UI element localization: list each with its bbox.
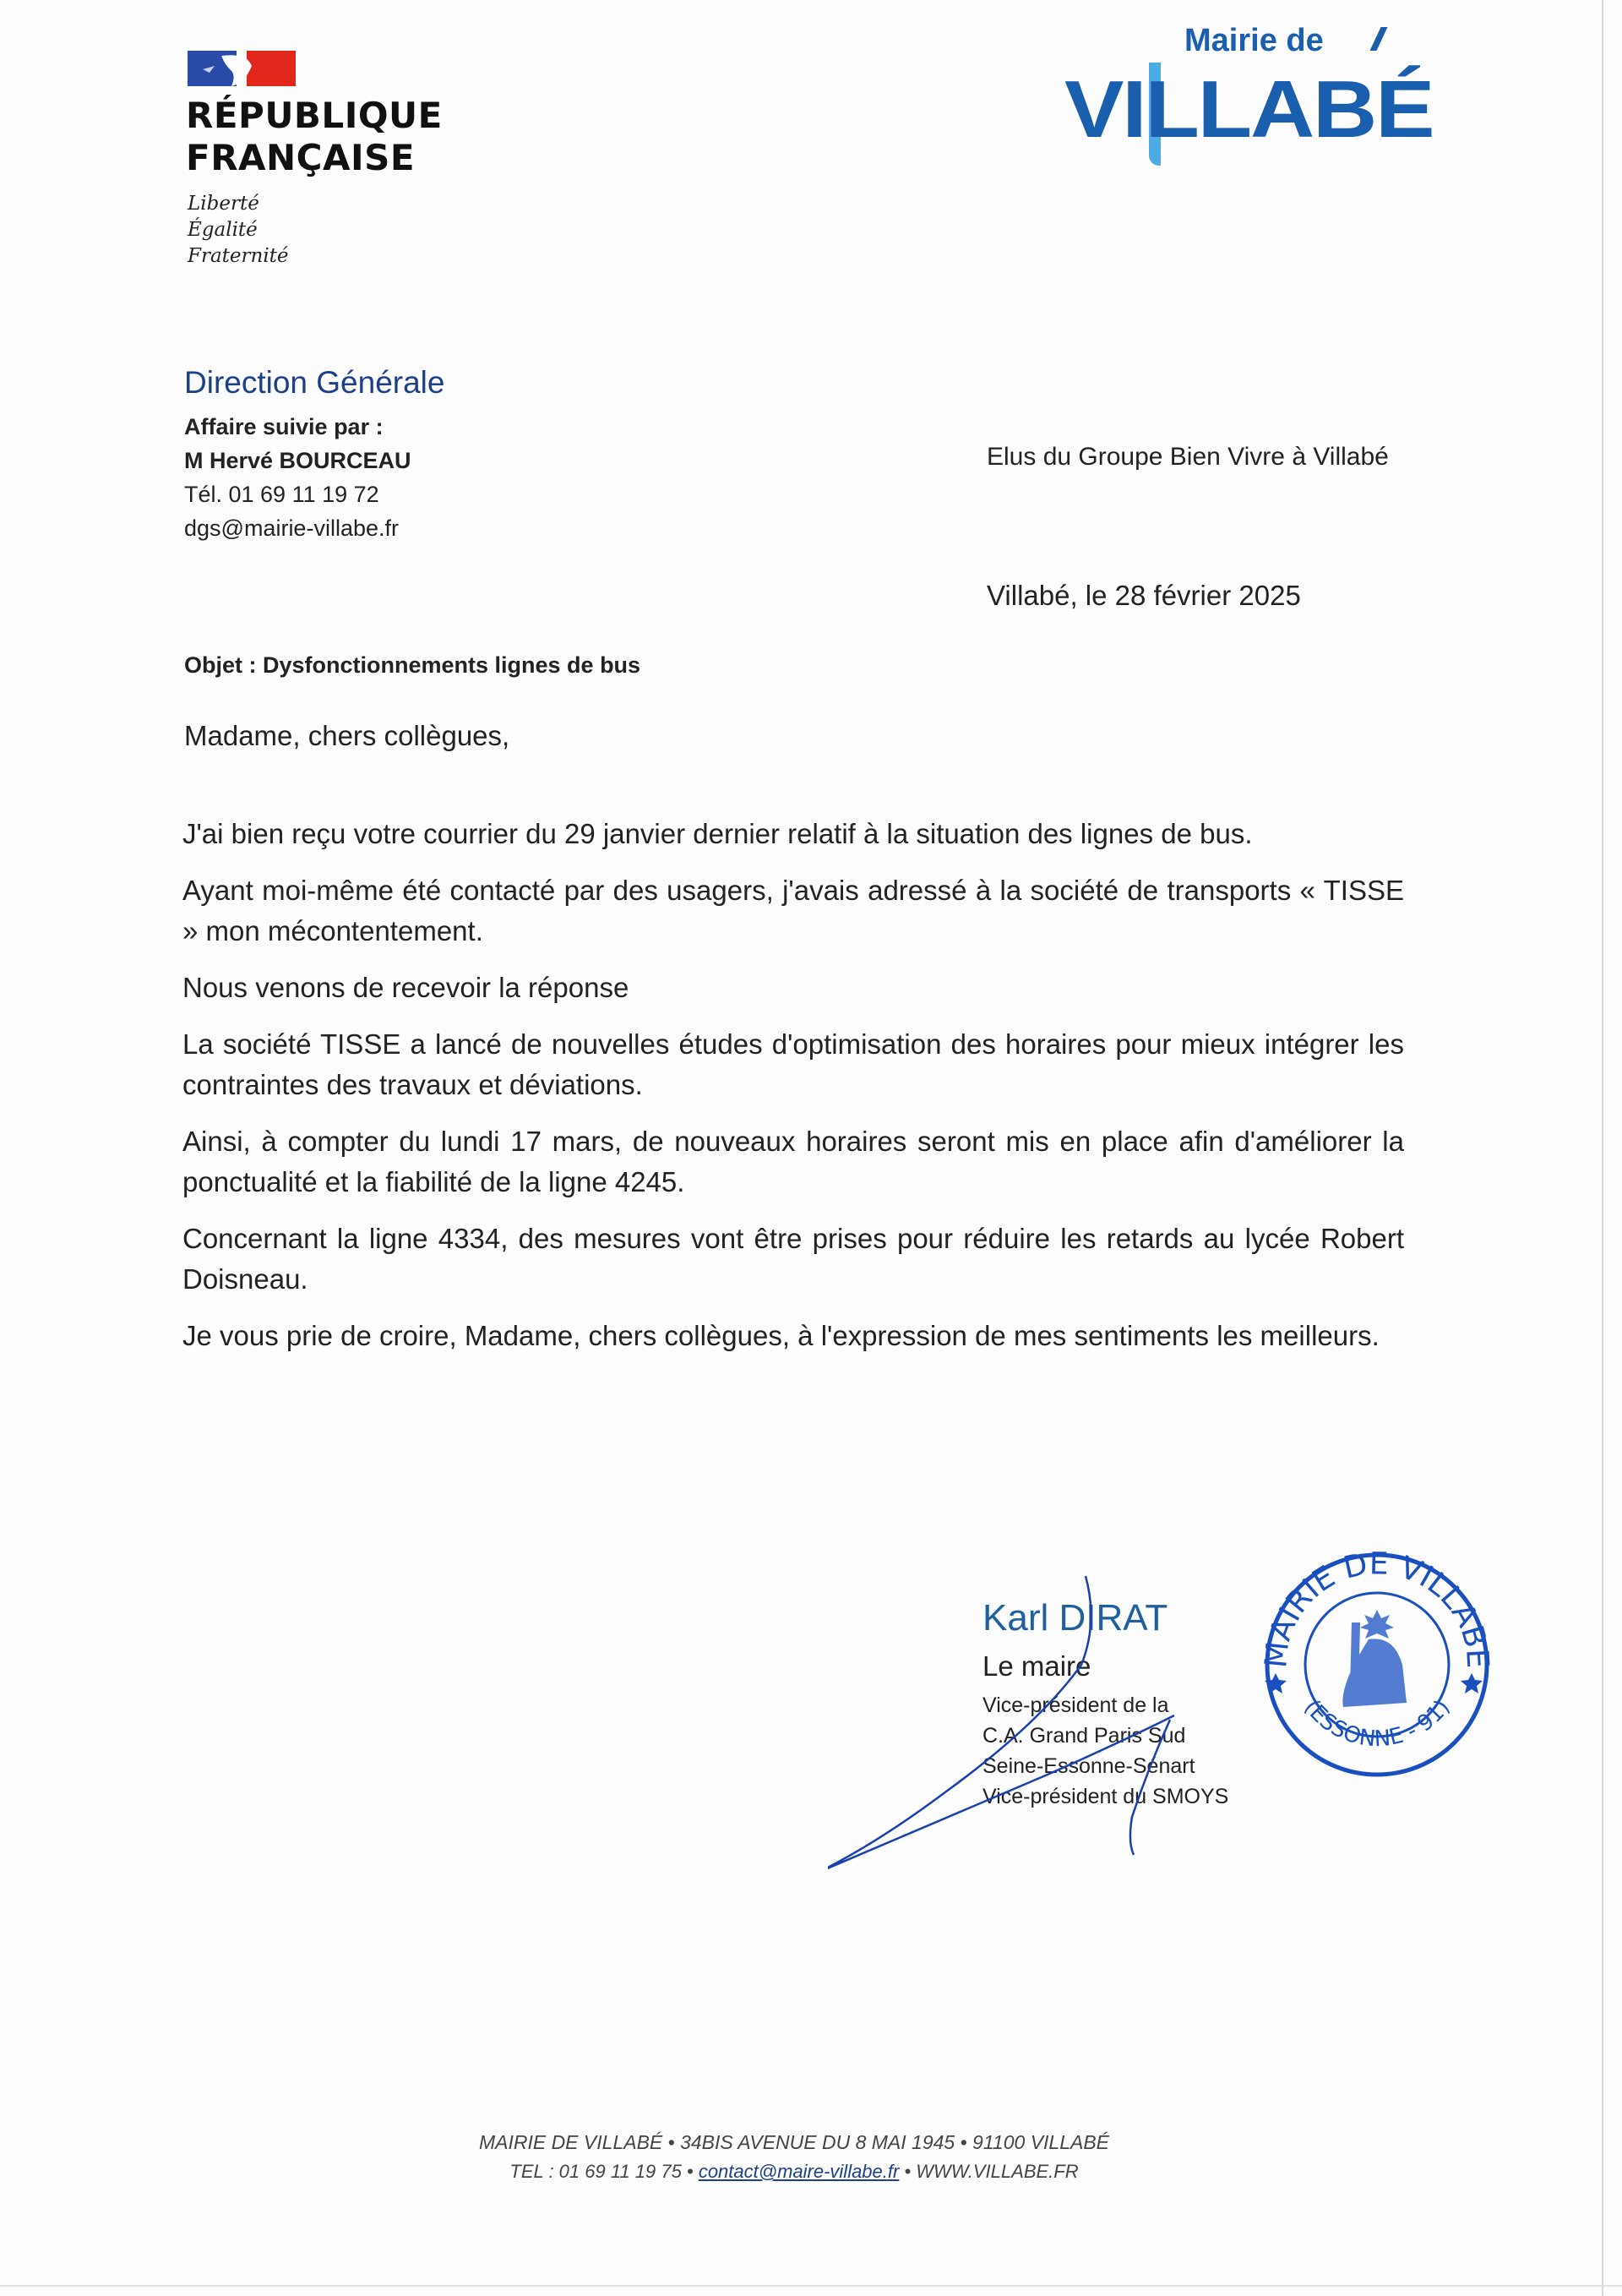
sender-phone: Tél. 01 69 11 19 72 [184,482,379,507]
letter-date: Villabé, le 28 février 2025 [987,580,1301,611]
signatory-role: Le maire [982,1650,1091,1682]
scan-edge [1602,0,1603,2296]
sender-name: M Hervé BOURCEAU [184,448,411,473]
republique-line: RÉPUBLIQUE [186,95,443,136]
marianne-figure-icon [1342,1610,1407,1707]
logo-villabe: VILLABÉ [1064,64,1434,155]
stamp-bottom-text: (ESSONNE - 91) [1298,1695,1456,1753]
marianne-flag-logo [188,49,296,88]
title-line: Vice-président du SMOYS [982,1785,1229,1808]
republique-francaise [186,95,443,179]
footer-email-link[interactable]: contact@maire-villabe.fr [698,2161,900,2182]
footer-address: MAIRIE DE VILLABÉ • 34BIS AVENUE DU 8 MAI 1945 • 91100 VILLABÉ [478,2131,1110,2153]
letter-body [182,814,1404,1372]
villabe-logo [1064,22,1434,166]
sender-contact [184,410,411,545]
paragraph: Je vous prie de croire, Madame, chers collègues, à l'expression de mes sentiments les meilleurs. [182,1320,1380,1351]
footer-tel: TEL : 01 69 11 19 75 [509,2161,682,2182]
stamp-text: MAIRIE DE VILLABE [1259,1546,1495,1670]
footer-website: WWW.VILLABE.FR [916,2161,1079,2182]
francaise-line: FRANÇAISE [186,137,416,178]
footer-contact [0,2161,1588,2183]
paragraph: Concernant la ligne 4334, des mesures vont être prises pour réduire les retards au lycée Robert Doisneau. [182,1223,1404,1295]
recipient: Elus du Groupe Bien Vivre à Villabé [987,443,1389,471]
title-line: C.A. Grand Paris Sud [982,1724,1186,1748]
logo-accent [1369,27,1387,51]
mairie-stamp [1259,1546,1495,1783]
sender-email: dgs@mairie-villabe.fr [184,515,399,541]
footer-separator: • [686,2161,694,2182]
handwritten-signature [828,1572,1250,1876]
signatory-name: Karl DIRAT [982,1597,1168,1639]
salutation: Madame, chers collègues, [184,720,510,751]
devise-egalite: Égalité [188,219,258,241]
department-title: Direction Générale [184,365,445,400]
paragraph: La société TISSE a lancé de nouvelles études d'optimisation des horaires pour mieux intégrer les contraintes des travaux et déviations. [182,1028,1404,1100]
devise-liberte: Liberté [188,193,259,215]
footer-separator: • [904,2161,912,2182]
title-line: Vice-président de la [982,1693,1169,1717]
logo-mairie-de: Mairie de [1184,23,1324,58]
devise [188,191,289,270]
scan-edge [0,2285,1622,2287]
devise-fraternite: Fraternité [188,245,289,267]
paragraph: Nous venons de recevoir la réponse [182,972,629,1003]
subject: Objet : Dysfonctionnements lignes de bus [184,652,641,678]
paragraph: Ayant moi-même été contacté par des usagers, j'avais adressé à la société de transports « TISSE » mon mécontentement. [182,875,1404,946]
paragraph: J'ai bien reçu votre courrier du 29 janvier dernier relatif à la situation des lignes de bus. [182,818,1253,849]
paragraph: Ainsi, à compter du lundi 17 mars, de nouveaux horaires seront mis en place afin d'améliorer la ponctualité et la fiabilité de la ligne 4245. [182,1126,1404,1197]
followed-by-label: Affaire suivie par : [184,414,384,439]
title-line: Seine-Essonne-Sénart [982,1754,1195,1778]
stamp-star-icon [1461,1673,1483,1693]
